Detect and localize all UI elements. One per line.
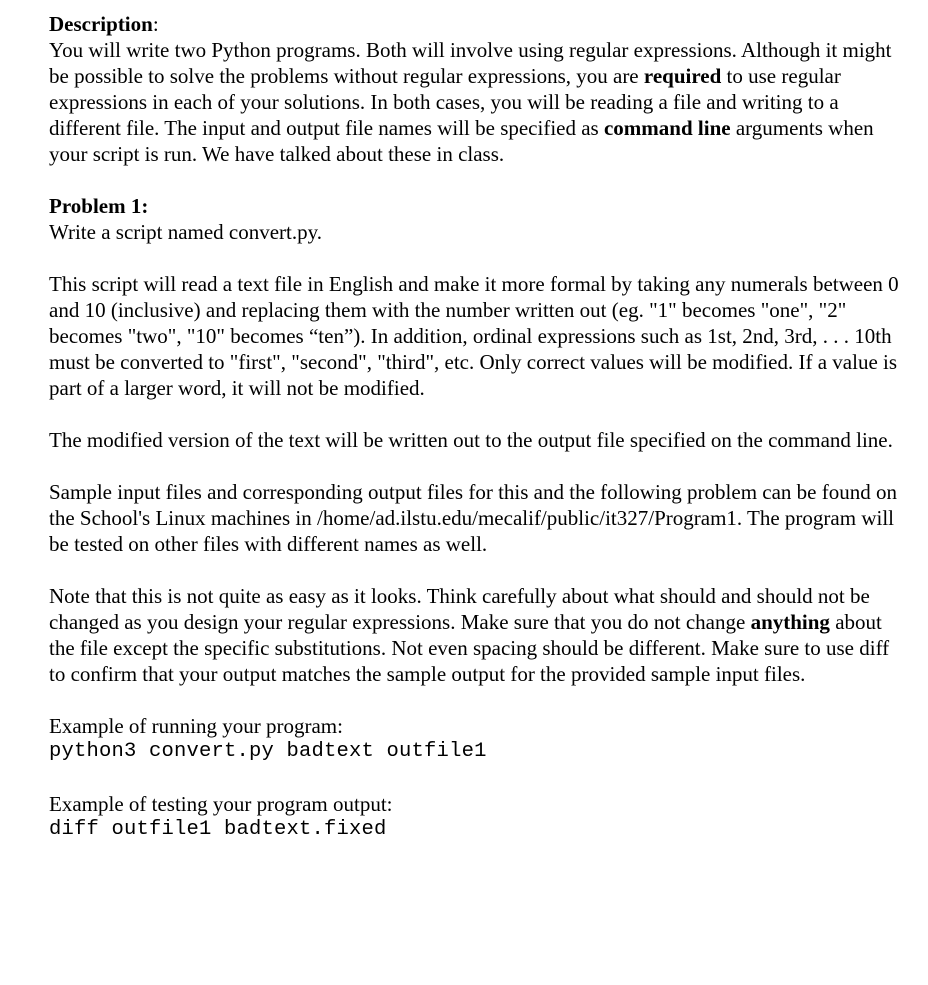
- spacer: [49, 245, 909, 271]
- description-text-3: arguments when your script is run. We have talked about these in class.: [49, 116, 874, 166]
- example-test-label: Example of testing your program output:: [49, 792, 393, 816]
- spacer: [49, 557, 909, 583]
- example-test-command: diff outfile1 badtext.fixed: [49, 818, 387, 841]
- spacer: [49, 167, 909, 193]
- samples-paragraph: Sample input files and corresponding output files for this and the following problem can be found on the School's Linux machines in /home/ad.ilstu.edu/mecalif/public/it327/Program1. The program will be tested on other files with different names as well.: [49, 480, 897, 556]
- spacer: [49, 687, 909, 713]
- command-line-emphasis: command line: [603, 116, 731, 140]
- description-heading: [49, 11, 909, 37]
- spacer: [49, 765, 909, 791]
- description-heading-colon: :: [152, 12, 159, 36]
- description-paragraph: [49, 37, 909, 167]
- problem1-heading: Problem 1:: [49, 194, 149, 218]
- required-emphasis: required: [643, 64, 722, 88]
- spacer: [49, 453, 909, 479]
- document-page: [49, 11, 909, 843]
- example-run-label: Example of running your program:: [49, 714, 343, 738]
- spacer: [49, 401, 909, 427]
- problem1-intro: Write a script named convert.py.: [49, 220, 323, 244]
- note-text-1: Note that this is not quite as easy as it looks. Think carefully about what should and should not be changed as you design your regular expressions. Make sure that you do not change: [49, 584, 870, 634]
- example-run-command: python3 convert.py badtext outfile1: [49, 740, 487, 763]
- note-text-2: about the file except the specific substitutions. Not even spacing should be different. Make sure to use diff to confirm that your output matches the sample output for the provided sample input files.: [49, 610, 890, 686]
- output-paragraph: The modified version of the text will be written out to the output file specified on the command line.: [49, 428, 893, 452]
- convert-paragraph: This script will read a text file in English and make it more formal by taking any numerals between 0 and 10 (inclusive) and replacing them with the number written out (eg. "1" becomes "one", "2" becomes "two", "10" becomes “ten”). In addition, ordinal expressions such as 1st, 2nd, 3rd, . . . 10th must be converted to "first", "second", "third", etc. Only correct values will be modified. If a value is part of a larger word, it will not be modified.: [49, 272, 899, 400]
- anything-emphasis: anything: [750, 610, 830, 634]
- note-paragraph: [49, 583, 909, 687]
- description-text-1: You will write two Python programs. Both will involve using regular expressions. Although it might be possible to solve the problems without regular expressions, you are: [49, 38, 892, 88]
- description-text-2: to use regular expressions in each of your solutions. In both cases, you will be reading a file and writing to a different file. The input and output file names will be specified as: [49, 64, 841, 140]
- description-heading-text: Description: [49, 12, 153, 36]
